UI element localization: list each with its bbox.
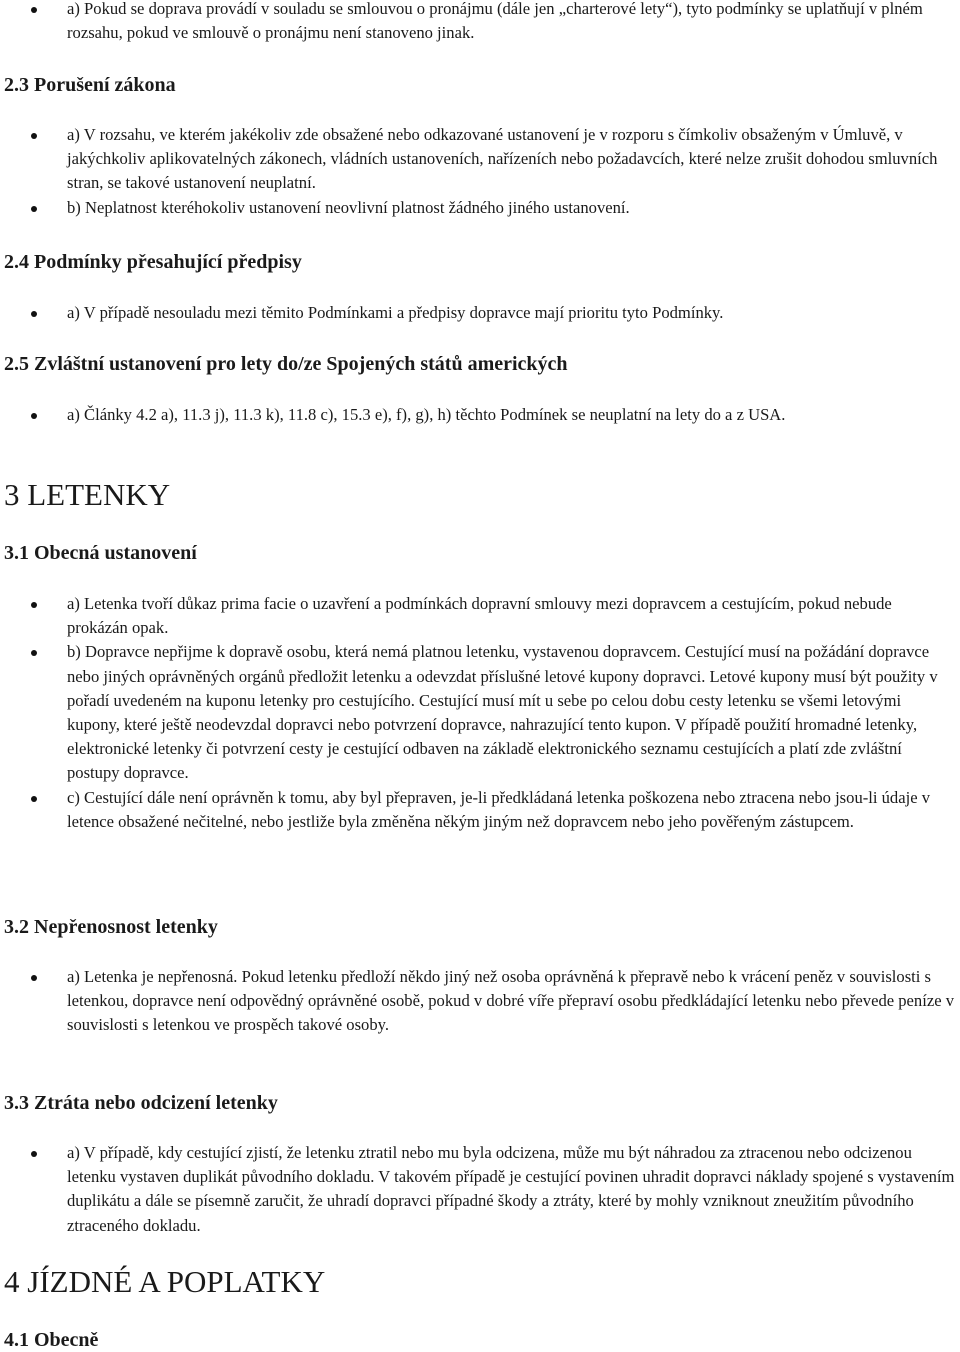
- section-heading-2-4: 2.4 Podmínky přesahující předpisy: [4, 251, 302, 273]
- chapter-heading-3: 3 LETENKY: [4, 477, 171, 512]
- section-heading-3-2: 3.2 Nepřenosnost letenky: [4, 916, 218, 938]
- list-item: a) V případě nesouladu mezi těmito Podmínkami a předpisy dopravce mají prioritu tyto Podmínky.: [0, 301, 960, 325]
- list-item: c) Cestující dále není oprávněn k tomu, aby byl přepraven, je-li předkládaná letenka poškozena nebo ztracena nebo jsou-li údaje v letence obsažené nečitelné, nebo jestliže byla změněna někým jiným než dopravcem nebo jeho pověřeným zástupcem.: [0, 786, 960, 834]
- list-item: a) V případě, kdy cestující zjistí, že letenku ztratil nebo mu byla odcizena, může mu být náhradou za ztracenou nebo odcizenou letenku vystaven duplikát původního dokladu. V takovém případě je cestující povinen uhradit dopravci náklady spojené s vystavením duplikátu a dále se písemně zaručit, že uhradí dopravci případné škody a ztráty, které by mohly vzniknout zneužitím původního ztraceného dokladu.: [0, 1141, 960, 1238]
- list-item: b) Dopravce nepřijme k dopravě osobu, která nemá platnou letenku, vystavenou dopravcem. Cestující musí na požádání dopravce nebo jiných oprávněných orgánů předložit letenku a odevzdat příslušné letové kupony dopravci. Letové kupony musí být použity v pořadí uvedeném na kuponu letenky pro cestujícího. Cestující musí mít u sebe po celou dobu cesty letenku se všemi letovými kupony, které ještě neodevzdal dopravci nebo potvrzení dopravce, nahrazující tento kupon. V případě použití hromadné letenky, elektronické letenky či potvrzení cesty je cestující odbaven na základě elektronického seznamu cestujících a platí zde zvláštní postupy dopravce.: [0, 640, 960, 785]
- list-item: a) V rozsahu, ve kterém jakékoliv zde obsažené nebo odkazované ustanovení je v rozporu s čímkoliv obsaženým v Úmluvě, v jakýchkoliv aplikovatelných zákonech, vládních ustanoveních, nařízeních nebo požadavcích, které nelze zrušit dohodou smluvních stran, se takové ustanovení neuplatní.: [0, 123, 960, 196]
- list-item: a) Letenka tvoří důkaz prima facie o uzavření a podmínkách dopravní smlouvy mezi dopravcem a cestujícím, pokud nebude prokázán opak.: [0, 592, 960, 640]
- section-3-2-list: [0, 965, 960, 1038]
- chapter-heading-4: 4 JÍZDNÉ A POPLATKY: [4, 1264, 326, 1299]
- section-heading-3-3: 3.3 Ztráta nebo odcizení letenky: [4, 1092, 278, 1114]
- list-item: a) Články 4.2 a), 11.3 j), 11.3 k), 11.8 c), 15.3 e), f), g), h) těchto Podmínek se neuplatní na lety do a z USA.: [0, 403, 960, 427]
- section-heading-2-5: 2.5 Zvláštní ustanovení pro lety do/ze Spojených států amerických: [4, 353, 568, 375]
- list-item: a) Letenka je nepřenosná. Pokud letenku předloží někdo jiný než osoba oprávněná k přepravě nebo k vrácení peněz v souvislosti s letenkou, dopravce není odpovědný oprávněné osobě, pokud v dobré víře přepraví osobu předkládající letenku nebo převede peníze v souvislosti s letenkou ve prospěch takové osoby.: [0, 965, 960, 1038]
- section-2-1-list: [0, 0, 960, 45]
- section-heading-3-1: 3.1 Obecná ustanovení: [4, 542, 197, 564]
- section-2-4-list: [0, 301, 960, 325]
- section-3-1-list: [0, 592, 960, 834]
- section-heading-4-1: 4.1 Obecně: [4, 1329, 99, 1351]
- list-item: a) Pokud se doprava provádí v souladu se smlouvou o pronájmu (dále jen „charterové lety“), tyto podmínky se uplatňují v plném rozsahu, pokud ve smlouvě o pronájmu není stanoveno jinak.: [0, 0, 960, 45]
- section-2-3-list: [0, 123, 960, 220]
- list-item: b) Neplatnost kteréhokoliv ustanovení neovlivní platnost žádného jiného ustanovení.: [0, 196, 960, 220]
- section-2-5-list: [0, 403, 960, 427]
- section-3-3-list: [0, 1141, 960, 1238]
- section-heading-2-3: 2.3 Porušení zákona: [4, 74, 176, 96]
